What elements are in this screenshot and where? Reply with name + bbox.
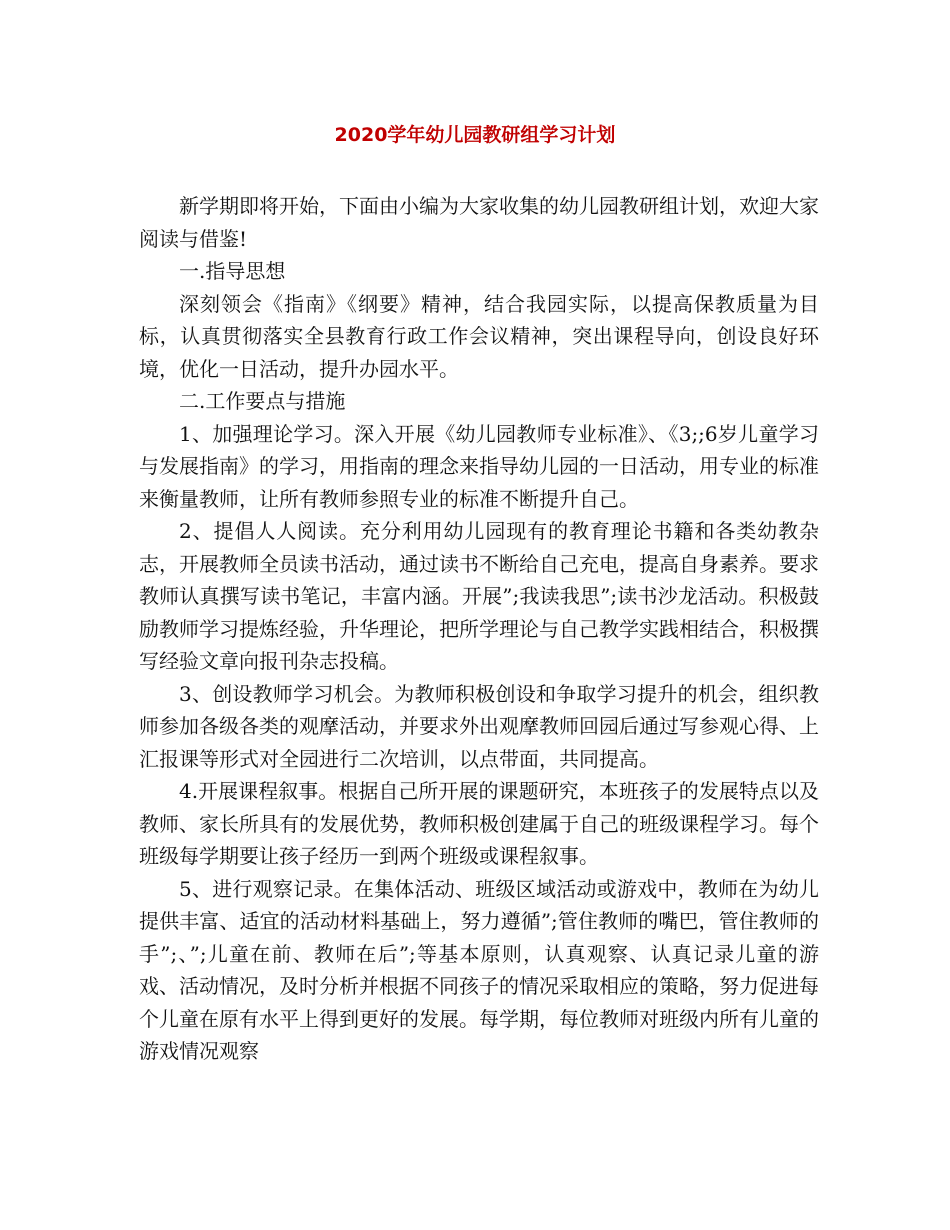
section-heading-work-points: 二.工作要点与措施 [179, 389, 346, 413]
document-title: 2020学年幼儿园教研组学习计划 [334, 124, 616, 146]
intro-paragraph: 新学期即将开始，下面由小编为大家收集的幼儿园教研组计划，欢迎大家阅读与借鉴! [139, 194, 819, 251]
guiding-ideology-paragraph: 深刻领会《指南》《纲要》精神，结合我园实际，以提高保教质量为目标，认真贯彻落实全县教育行政工作会议精神，突出课程导向，创设良好环境，优化一日活动，提升办园水平。 [139, 291, 819, 381]
work-point-4-paragraph: 4.开展课程叙事。根据自己所开展的课题研究，本班孩子的发展特点以及教师、家长所具有的发展优势，教师积极创建属于自己的班级课程学习。每个班级每学期要让孩子经历一到两个班级或课程叙事。 [139, 779, 819, 868]
work-point-3-paragraph: 3、创设教师学习机会。为教师积极创设和争取学习提升的机会，组织教师参加各级各类的观摩活动，并要求外出观摩教师回园后通过写参观心得、上汇报课等形式对全园进行二次培训，以点带面，共同提高。 [139, 681, 819, 771]
work-point-5-paragraph: 5、进行观察记录。在集体活动、班级区域活动或游戏中，教师在为幼儿提供丰富、适宜的活动材料基础上，努力遵循”;管住教师的嘴巴，管住教师的手”;、”;儿童在前、教师在后”;等基本原则，认真观察、认真记录儿童的游戏、活动情况，及时分析并根据不同孩子的情况采取相应的策略，努力促进每个儿童在原有水平上得到更好的发展。每学期，每位教师对班级内所有儿童的游戏情况观察 [139, 876, 819, 1063]
section-heading-guiding-ideology: 一.指导思想 [179, 259, 286, 283]
work-point-1-paragraph: 1、加强理论学习。深入开展《幼儿园教师专业标准》、《3;;6岁儿童学习与发展指南》的学习，用指南的理念来指导幼儿园的一日活动，用专业的标准来衡量教师，让所有教师参照专业的标准不断提升自己。 [139, 421, 819, 511]
document-body [139, 190, 819, 1068]
work-point-2-paragraph: 2、提倡人人阅读。充分利用幼儿园现有的教育理论书籍和各类幼教杂志，开展教师全员读书活动，通过读书不断给自己充电，提高自身素养。要求教师认真撰写读书笔记，丰富内涵。开展”;我读我思”;读书沙龙活动。积极鼓励教师学习提炼经验，升华理论，把所学理论与自己教学实践相结合，积极撰写经验文章向报刊杂志投稿。 [139, 519, 819, 673]
